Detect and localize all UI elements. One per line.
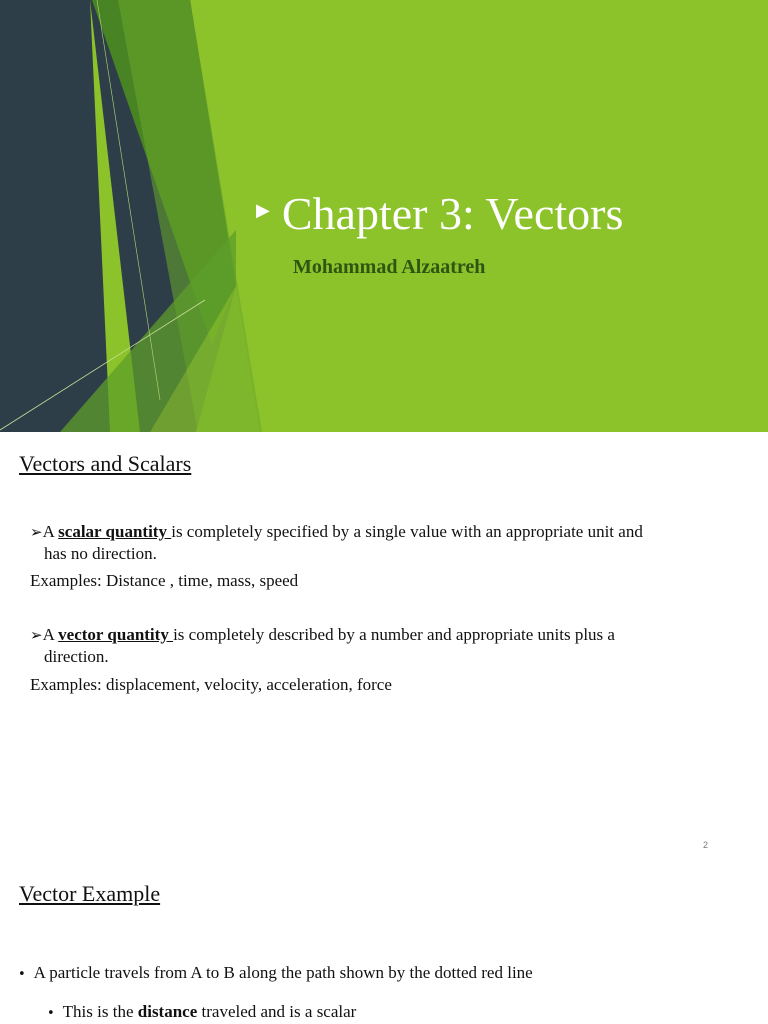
slide-title: Chapter 3: Vectors xyxy=(281,188,624,239)
slide-heading: Vector Example xyxy=(19,881,161,906)
arrow-bullet-icon: ➢ xyxy=(30,626,43,644)
scalar-prefix: A xyxy=(42,522,59,541)
scalar-examples: Examples: Distance , time, mass, speed xyxy=(30,571,299,590)
author-name: Mohammad Alzaatreh xyxy=(293,256,486,278)
sub-bullet-bold: distance xyxy=(137,1002,198,1021)
bullet-dot-icon: • xyxy=(47,1006,55,1021)
sub-bullet-suffix: traveled and is a scalar xyxy=(197,1002,357,1021)
vector-rest: is completely described by a number and appropriate units plus a xyxy=(173,625,615,644)
title-slide xyxy=(0,0,768,432)
scalar-continuation: has no direction. xyxy=(44,544,157,563)
sub-bullet-prefix: This is the xyxy=(62,1002,138,1021)
bullet-dot-icon: • xyxy=(18,967,26,982)
sub-bullet-item xyxy=(47,1002,356,1022)
vector-definition xyxy=(30,624,740,667)
slide-heading: Vectors and Scalars xyxy=(19,451,192,476)
bullet-text: A particle travels from A to B along the path shown by the dotted red line xyxy=(33,963,533,982)
title-row xyxy=(256,186,623,242)
vector-examples: Examples: displacement, velocity, acceleration, force xyxy=(30,675,392,694)
triangle-bullet-icon: ▶ xyxy=(256,199,270,221)
vector-example-slide xyxy=(0,862,768,1024)
vector-term: vector quantity xyxy=(58,625,174,644)
scalar-definition xyxy=(30,521,740,564)
vector-continuation: direction. xyxy=(44,647,109,666)
scalar-rest: is completely specified by a single value with an appropriate unit and xyxy=(171,522,643,541)
vectors-scalars-slide xyxy=(0,432,768,862)
arrow-bullet-icon: ➢ xyxy=(30,523,43,541)
scalar-term: scalar quantity xyxy=(58,522,172,541)
vector-prefix: A xyxy=(42,625,59,644)
bullet-item xyxy=(18,963,533,983)
page-number: 2 xyxy=(703,840,709,850)
